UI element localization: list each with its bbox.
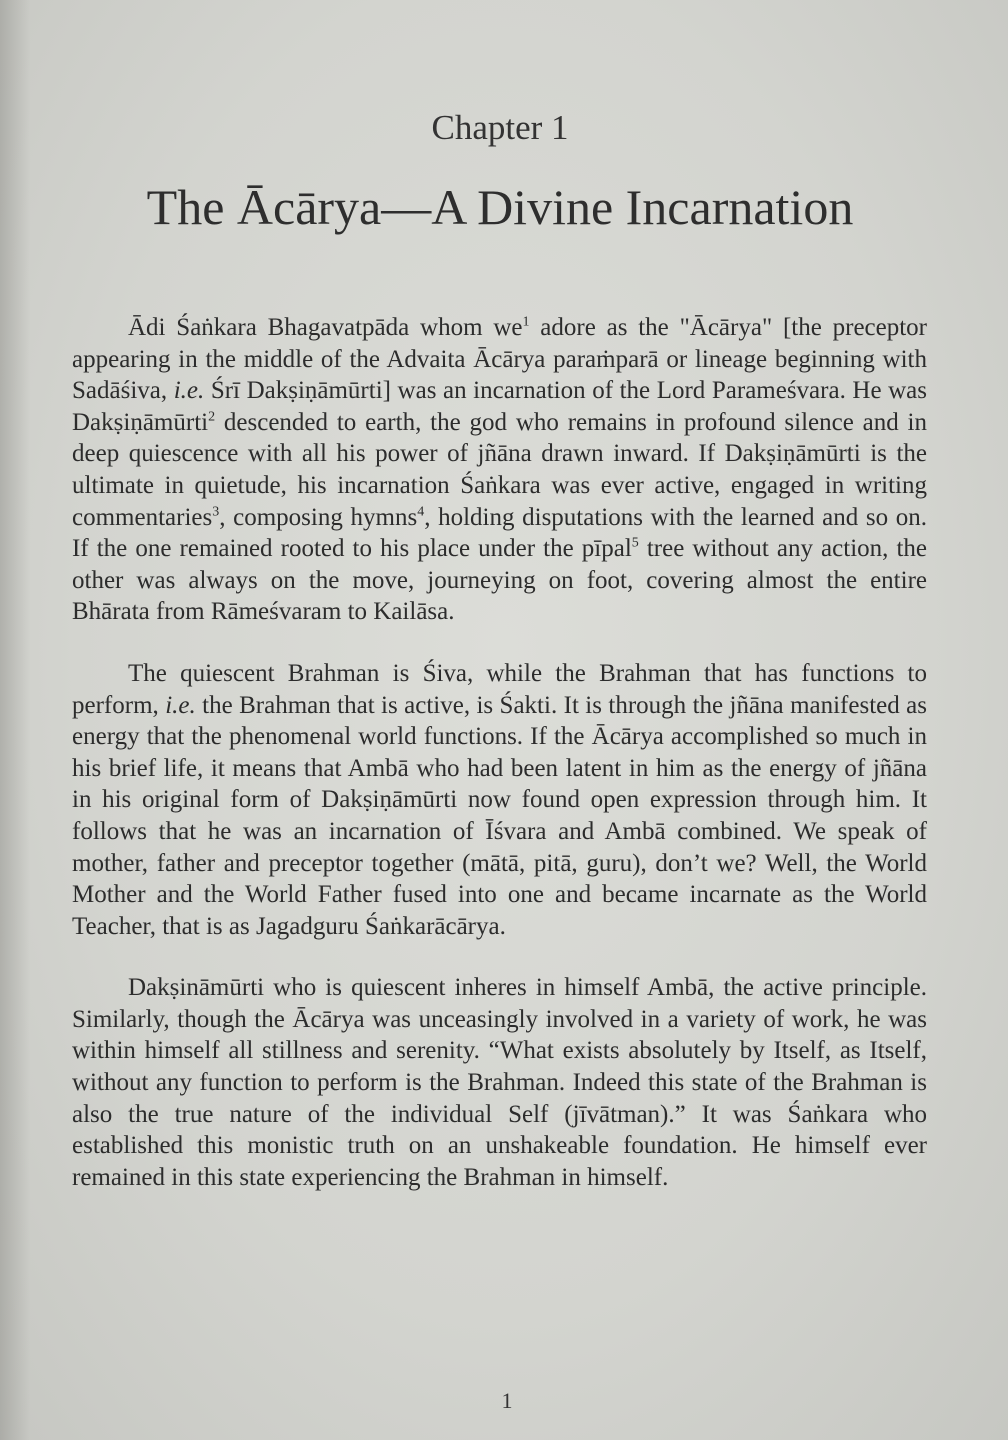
text-run: , holding disputations with the learned and so on. If the one remained rooted to his place under the pīpal [72, 503, 927, 563]
text-run: adore as the "Ācārya" [the preceptor appearing in the middle of the Advaita Ācārya paraṁparā or lineage beginning with Sadāśiva, [72, 314, 927, 405]
chapter-title: The Ācārya—A Divine Incarnation [146, 179, 854, 235]
footnote-ref-2: 2 [208, 409, 216, 425]
footnote-ref-1: 1 [522, 314, 530, 330]
text-run: the Brahman that is active, is Śakti. It is through the jñāna manifested as energy that the phenomenal world functions. If the Ācārya accomplished so much in his brief life, it means that Ambā who had been latent in him as the energy of jñāna in his original form of Dakṣiṇāmūrti now found open expression through him. It follows that he was an incarnation of Īśvara and Ambā combined. We speak of mother, father and preceptor together (mātā, pitā, guru), don’t we? Well, the World Mother and the World Father fused into one and became incarnate as the World Teacher, that is as Jagadguru Śaṅkarācārya. [72, 691, 927, 940]
paragraph-1 [72, 312, 927, 628]
paragraph-2 [72, 658, 927, 942]
text-run: Dakṣināmūrti who is quiescent inheres in himself Ambā, the active principle. Similarly, though the Ācārya was unceasingly involved in a variety of work, he was within himself all stillness and serenity. “What exists absolutely by Itself, as Itself, without any function to perform is the Brahman. Indeed this state of the Brahman is also the true nature of the individual Self (jīvātman).” It was Śaṅkara who established this monistic truth on an unshakeable foundation. He himself ever remained in this state experiencing the Brahman in himself. [72, 974, 927, 1191]
text-run: tree without any action, the other was always on the move, journeying on foot, covering almost the entire Bhārata from Rāmeśvaram to Kailāsa. [72, 535, 928, 626]
text-run: Śrī Dakṣiṇāmūrti] was an incarnation of the Lord Parameśvara. He was Dakṣiṇāmūrti [72, 377, 928, 436]
italic-text: i.e. [173, 377, 205, 405]
italic-text: i.e. [165, 691, 196, 719]
footnote-ref-5: 5 [631, 535, 639, 551]
text-run: descended to earth, the god who remains in profound silence and in deep quiescence with all his power of jñāna drawn inward. If Dakṣiṇāmūrti is the ultimate in quietude, his incarnation Śaṅkara was ever active, engaged in writing commentaries [72, 408, 927, 531]
text-run: The quiescent Brahman is Śiva, while the Brahman that has functions to perform, [72, 659, 927, 719]
page-number: 1 [501, 1388, 513, 1413]
body-text [72, 312, 927, 1223]
footnote-ref-3: 3 [212, 504, 220, 520]
paragraph-3 [72, 972, 927, 1193]
footnote-ref-4: 4 [417, 504, 425, 520]
chapter-label: Chapter 1 [431, 108, 569, 147]
text-run: , composing hymns [219, 503, 418, 531]
text-run: Ādi Śaṅkara Bhagavatpāda whom we [128, 314, 523, 341]
